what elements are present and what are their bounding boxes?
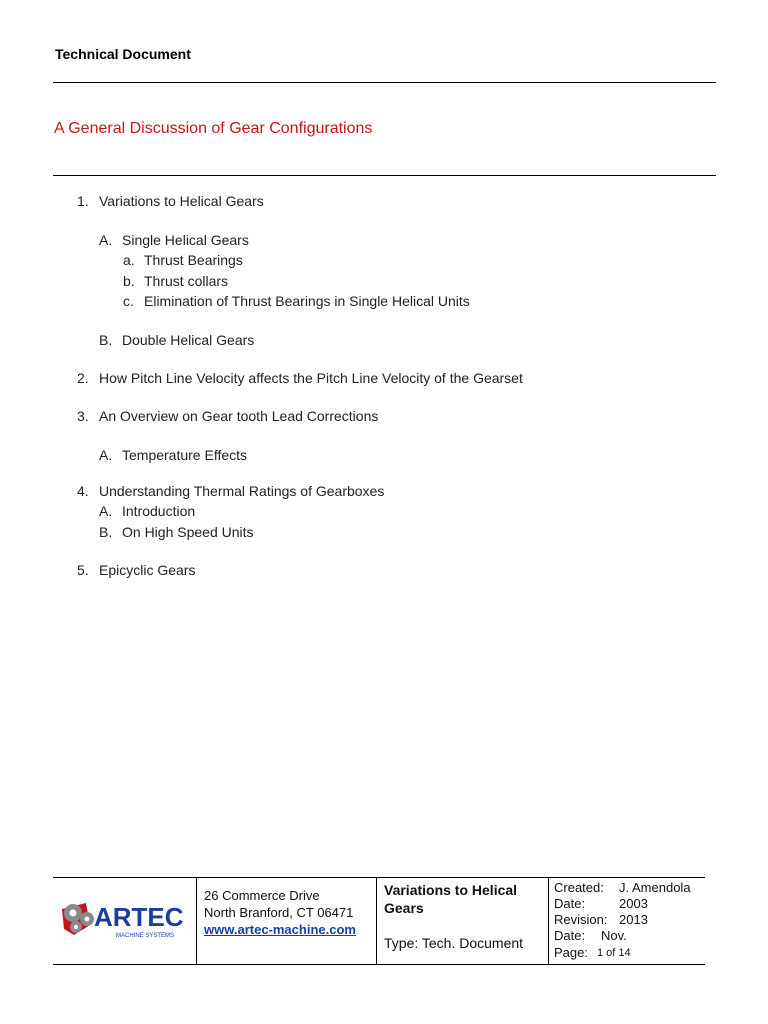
header-label: Technical Document: [55, 46, 191, 62]
outline-marker: B.: [99, 524, 113, 540]
outline-marker: B.: [99, 332, 113, 348]
doc-type: Type: Tech. Document: [384, 935, 524, 951]
created-value: J. Amendola: [619, 880, 691, 895]
doc-title: Variations to Helical Gears: [384, 882, 518, 916]
footer-divider: [548, 878, 549, 964]
footer-table: [53, 877, 705, 965]
page-title: A General Discussion of Gear Configurations: [54, 120, 373, 137]
outline-text: Single Helical Gears: [122, 232, 249, 248]
outline-marker: 4.: [77, 483, 89, 499]
outline-text: Understanding Thermal Ratings of Gearboxes: [99, 483, 385, 499]
outline-text: Elimination of Thrust Bearings in Single Helical Units: [144, 293, 470, 309]
outline-text: How Pitch Line Velocity affects the Pitch Line Velocity of the Gearset: [99, 370, 523, 386]
outline-text: Double Helical Gears: [122, 332, 255, 348]
outline-marker: 5.: [77, 562, 89, 578]
date-value: 2003: [619, 896, 648, 911]
footer-divider: [376, 878, 377, 964]
outline-text: Epicyclic Gears: [99, 562, 196, 578]
revision-label: Revision:: [554, 912, 608, 927]
date2-label: Date:: [554, 928, 586, 943]
website-link[interactable]: www.artec-machine.com: [204, 922, 356, 937]
outline-marker: c.: [123, 293, 134, 309]
date2-value: Nov.: [601, 928, 627, 943]
outline-text: Introduction: [122, 503, 196, 519]
outline-marker: A.: [99, 503, 113, 519]
outline-marker: A.: [99, 232, 113, 248]
date-label: Date:: [554, 896, 586, 911]
address-line-1: 26 Commerce Drive: [204, 888, 320, 903]
outline-text: An Overview on Gear tooth Lead Corrections: [99, 408, 379, 424]
outline-marker: 2.: [77, 370, 89, 386]
outline-text: Variations to Helical Gears: [99, 193, 264, 209]
page-value: 1 of 14: [597, 947, 631, 959]
outline-marker: A.: [99, 447, 113, 463]
address-line-2: North Branford, CT 06471: [204, 905, 354, 920]
outline-marker: 3.: [77, 408, 89, 424]
outline-marker: a.: [123, 252, 135, 268]
outline-text: Thrust collars: [144, 273, 229, 289]
outline-text: On High Speed Units: [122, 524, 254, 540]
outline-marker: 1.: [77, 193, 89, 209]
created-label: Created:: [554, 880, 604, 895]
logo-tagline: MACHINE SYSTEMS: [116, 933, 175, 939]
revision-value: 2013: [619, 912, 648, 927]
artec-logo: [60, 895, 193, 943]
logo-wordmark: ARTEC: [94, 902, 184, 932]
footer-divider: [196, 878, 197, 964]
outline-text: Temperature Effects: [122, 447, 248, 463]
outline-marker: b.: [123, 273, 135, 289]
outline-text: Thrust Bearings: [144, 252, 243, 268]
gear-logo-icon: [60, 895, 193, 943]
page-label: Page:: [554, 945, 588, 960]
